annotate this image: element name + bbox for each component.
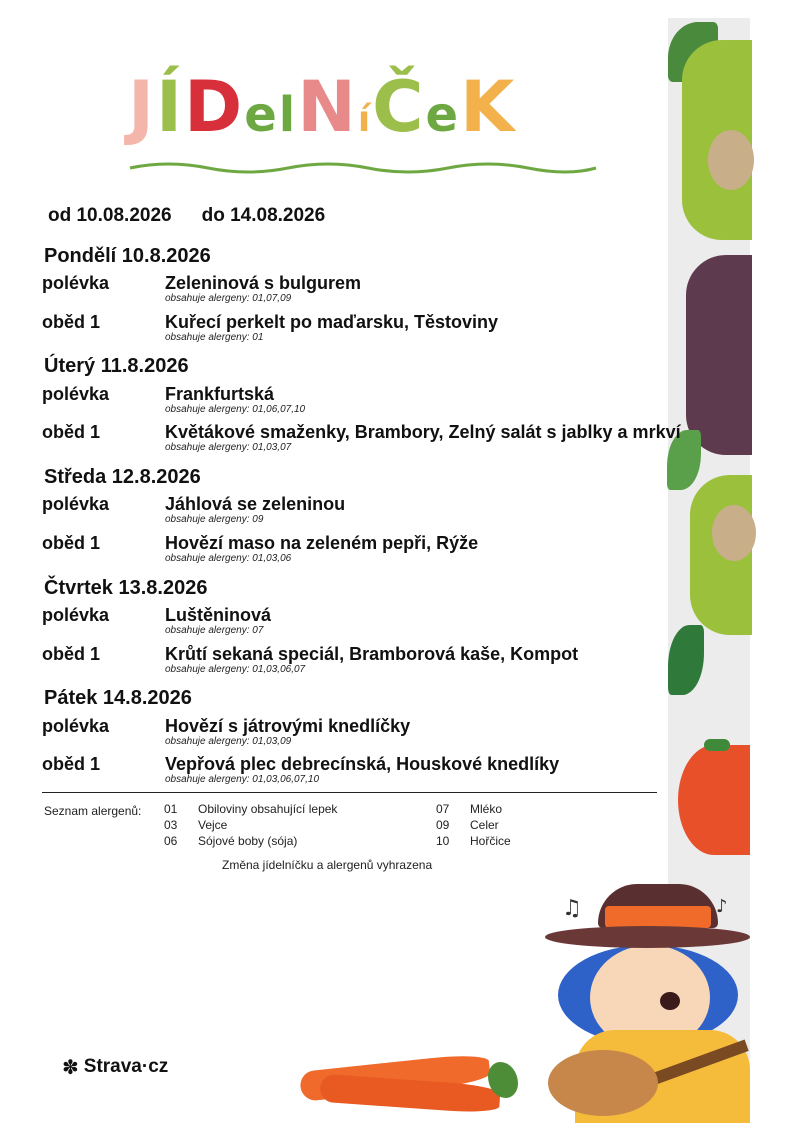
lunch-name: Krůtí sekaná speciál, Bramborová kaše, Kompot (165, 644, 579, 664)
soup-name: Hovězí s játrovými knedlíčky (165, 716, 411, 736)
day-heading: Pondělí 10.8.2026 (44, 245, 211, 267)
lunch-label: oběd 1 (42, 533, 101, 553)
lunch-allergens: obsahuje alergeny: 01,03,07 (165, 442, 292, 453)
allergen-name: Obiloviny obsahující lepek (198, 802, 338, 816)
music-note-icon: ♪ (716, 896, 728, 917)
lunch-name: Vepřová plec debrecínská, Houskové knedlíky (165, 754, 560, 774)
lunch-label: oběd 1 (42, 644, 101, 664)
day-heading: Pátek 14.8.2026 (44, 687, 192, 709)
child-mouth-illustration (660, 992, 680, 1010)
lunch-name: Květákové smaženky, Brambory, Zelný salát s jablky a mrkví (165, 422, 681, 442)
soup-label: polévka (42, 273, 110, 293)
lunch-allergens: obsahuje alergeny: 01,03,06,07 (165, 664, 306, 675)
soup-allergens: obsahuje alergeny: 01,03,09 (165, 736, 292, 747)
lunch-allergens: obsahuje alergeny: 01,03,06,07,10 (165, 774, 320, 785)
soup-allergens: obsahuje alergeny: 01,06,07,10 (165, 404, 306, 415)
allergen-code: 03 (164, 818, 178, 832)
lunch-name: Hovězí maso na zeleném pepři, Rýže (165, 533, 479, 553)
tomato-illustration (678, 745, 750, 855)
lunch-allergens: obsahuje alergeny: 01,03,06 (165, 553, 292, 564)
page-title-text: JÍDelNíČeK (128, 66, 517, 148)
period-to: do 14.08.2026 (201, 205, 326, 226)
soup-allergens: obsahuje alergeny: 09 (165, 514, 264, 525)
lunch-name: Kuřecí perkelt po maďarsku, Těstoviny (165, 312, 499, 332)
soup-name: Frankfurtská (165, 384, 275, 404)
soup-allergens: obsahuje alergeny: 01,07,09 (165, 293, 292, 304)
allergen-name: Celer (470, 818, 499, 832)
soup-label: polévka (42, 384, 110, 404)
disclaimer-note: Změna jídelníčku a alergenů vyhrazena (222, 858, 433, 872)
soup-name: Luštěninová (165, 605, 272, 625)
title-underline-vine (128, 158, 598, 178)
lunch-label: oběd 1 (42, 754, 101, 774)
music-note-icon: ♫ (562, 896, 582, 921)
divider (42, 792, 657, 793)
allergen-code: 09 (436, 818, 450, 832)
allergen-code: 07 (436, 802, 450, 816)
lunch-label: oběd 1 (42, 422, 101, 442)
day-heading: Čtvrtek 13.8.2026 (44, 577, 208, 599)
hat-brim-illustration (545, 926, 750, 948)
day-heading: Středa 12.8.2026 (44, 466, 201, 488)
page-title (128, 66, 598, 176)
soup-name: Zeleninová s bulgurem (165, 273, 362, 293)
period-from: od 10.08.2026 (48, 205, 172, 226)
soup-label: polévka (42, 605, 110, 625)
guitar-illustration (548, 1050, 658, 1116)
strava-logo[interactable] (62, 1055, 168, 1079)
soup-label: polévka (42, 494, 110, 514)
day-heading: Úterý 11.8.2026 (44, 355, 189, 377)
allergen-code: 06 (164, 834, 178, 848)
hat-band-illustration (605, 906, 711, 928)
lunch-allergens: obsahuje alergeny: 01 (165, 332, 264, 343)
allergen-code: 01 (164, 802, 178, 816)
allergen-name: Mléko (470, 802, 503, 816)
allergen-code: 10 (436, 834, 450, 848)
avocado-illustration (690, 475, 752, 635)
soup-allergens: obsahuje alergeny: 07 (165, 625, 264, 636)
menu-period (48, 205, 325, 227)
allergen-name: Sójové boby (sója) (198, 834, 298, 848)
allergen-name: Hořčice (470, 834, 511, 848)
brand-name: Strava·cz (83, 1056, 169, 1077)
allergen-name: Vejce (198, 818, 228, 832)
soup-label: polévka (42, 716, 110, 736)
flower-icon: ✽ (62, 1055, 79, 1079)
avocado-illustration (682, 40, 752, 240)
soup-name: Jáhlová se zeleninou (165, 494, 346, 514)
eggplant-illustration (686, 255, 752, 455)
allergen-list-label: Seznam alergenů: (44, 804, 142, 818)
lunch-label: oběd 1 (42, 312, 101, 332)
